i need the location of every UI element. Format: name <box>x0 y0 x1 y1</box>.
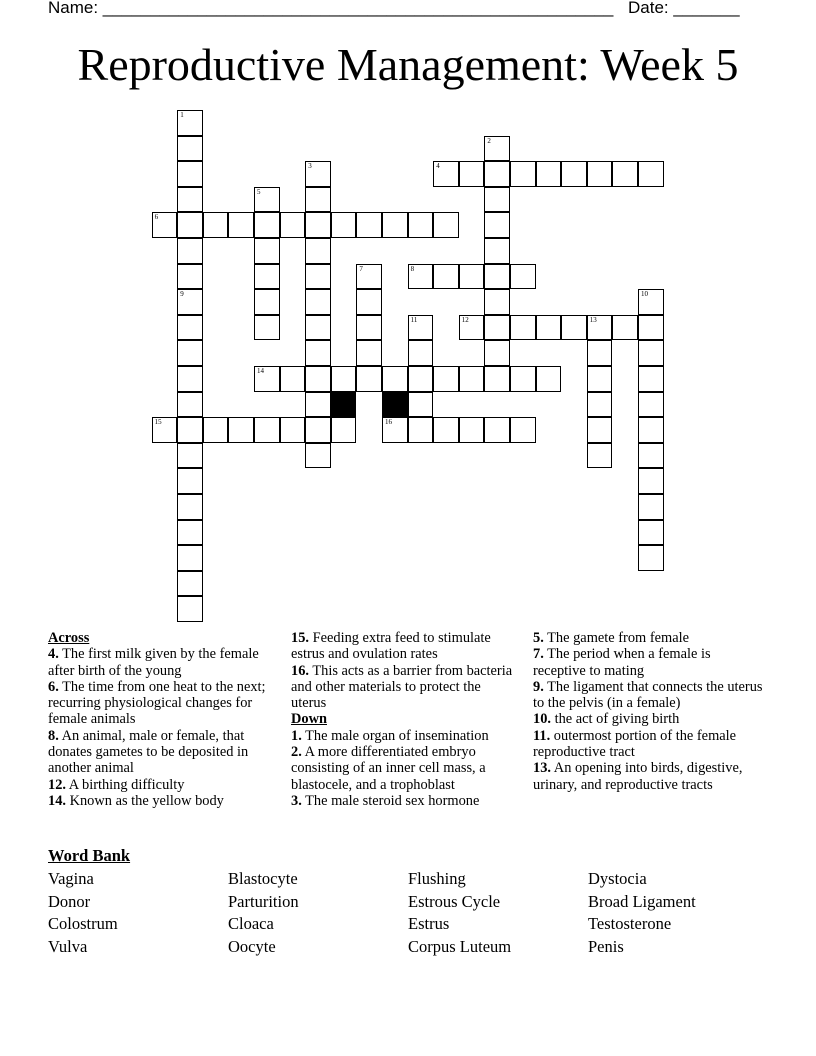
crossword-cell[interactable] <box>331 212 357 238</box>
crossword-cell[interactable] <box>152 417 178 443</box>
crossword-cell[interactable] <box>305 366 331 392</box>
crossword-cell[interactable] <box>356 289 382 315</box>
word-bank-item: Flushing <box>408 869 466 888</box>
crossword-cell[interactable] <box>536 315 562 341</box>
crossword-cell[interactable] <box>177 187 203 213</box>
clue-down-1: 1. The male organ of insemination <box>291 727 489 744</box>
clue-number: 11 <box>410 315 418 324</box>
crossword-cell[interactable] <box>408 366 434 392</box>
crossword-cell[interactable] <box>536 366 562 392</box>
crossword-cell[interactable] <box>459 417 485 443</box>
crossword-cell[interactable] <box>152 212 178 238</box>
across-heading: Across <box>48 630 90 646</box>
word-bank-item: Oocyte <box>228 937 276 957</box>
clue-down-9: 9. The ligament that connects the uterus to the pelvis (in a female) <box>533 678 763 712</box>
crossword-cell[interactable] <box>484 417 510 443</box>
crossword-cell[interactable] <box>254 238 280 264</box>
crossword-cell[interactable] <box>177 520 203 546</box>
crossword-cell[interactable] <box>612 161 638 187</box>
crossword-cell[interactable] <box>254 289 280 315</box>
word-bank-item: Vulva <box>48 937 88 957</box>
word-bank-item: Corpus Luteum <box>408 937 512 957</box>
crossword-cell[interactable] <box>638 366 664 392</box>
crossword-cell[interactable] <box>177 315 203 341</box>
clue-down-3: 3. The male steroid sex hormone <box>291 792 480 809</box>
crossword-cell[interactable] <box>203 212 229 238</box>
crossword-cell[interactable] <box>331 417 357 443</box>
crossword-cell[interactable] <box>305 212 331 238</box>
clue-across-14: 14. Known as the yellow body <box>48 792 224 809</box>
crossword-cell[interactable] <box>228 417 254 443</box>
crossword-cell[interactable] <box>203 417 229 443</box>
clue-across-6: 6. The time from one heat to the next; recurring physiological changes for female animals <box>48 678 266 728</box>
crossword-cell[interactable] <box>356 340 382 366</box>
clue-number: 3 <box>308 162 312 171</box>
crossword-cell[interactable] <box>510 315 536 341</box>
crossword-cell[interactable] <box>177 161 203 187</box>
crossword-cell[interactable] <box>587 340 613 366</box>
crossword-cell[interactable] <box>177 596 203 622</box>
clue-across-8: 8. An animal, male or female, that donates gametes to be deposited in another animal <box>48 727 249 777</box>
word-bank-item: Estrous Cycle <box>408 891 501 911</box>
clue-number: 8 <box>410 264 415 273</box>
clue-down-10: 10. the act of giving birth <box>533 711 680 728</box>
clue-down-7: 7. The period when a female is receptive to mating <box>533 646 711 679</box>
crossword-black-square <box>331 392 357 418</box>
crossword-cell[interactable] <box>433 264 459 290</box>
clue-number: 15 <box>154 418 162 427</box>
crossword-cell[interactable] <box>433 161 459 187</box>
word-bank-item: Broad Ligament <box>588 891 696 911</box>
crossword-cell[interactable] <box>356 264 382 290</box>
clue-down-11: 11. outermost portion of the female reproductive tract <box>533 727 737 761</box>
clue-number: 12 <box>461 315 469 324</box>
crossword-cell[interactable] <box>177 289 203 315</box>
crossword-cell[interactable] <box>638 392 664 418</box>
word-bank-title: Word Bank <box>48 846 131 865</box>
crossword-cell[interactable] <box>536 161 562 187</box>
crossword-cell[interactable] <box>561 315 587 341</box>
crossword-cell[interactable] <box>638 315 664 341</box>
clue-across-12: 12. A birthing difficulty <box>48 776 185 793</box>
crossword-cell[interactable] <box>484 212 510 238</box>
crossword-cell[interactable] <box>484 187 510 213</box>
clues-column-2 <box>291 630 519 809</box>
clue-number: 1 <box>180 111 184 119</box>
crossword-cell[interactable] <box>587 161 613 187</box>
crossword-cell[interactable] <box>638 417 664 443</box>
crossword-cell[interactable] <box>382 212 408 238</box>
word-bank-item: Vagina <box>48 869 94 888</box>
word-bank-column-2 <box>228 868 299 959</box>
crossword-cell[interactable] <box>305 417 331 443</box>
crossword-cell[interactable] <box>280 366 306 392</box>
crossword-cell[interactable] <box>408 392 434 418</box>
clue-down-5: 5. The gamete from female <box>533 630 689 646</box>
crossword-cell[interactable] <box>177 545 203 571</box>
crossword-cell[interactable] <box>177 468 203 494</box>
crossword-cell[interactable] <box>484 136 510 162</box>
crossword-cell[interactable] <box>254 212 280 238</box>
word-bank-column-1 <box>48 868 118 959</box>
crossword-cell[interactable] <box>587 366 613 392</box>
crossword-cell[interactable] <box>254 264 280 290</box>
word-bank-item: Estrus <box>408 914 450 934</box>
word-bank-item: Blastocyte <box>228 869 298 888</box>
clue-number: 9 <box>180 290 184 299</box>
crossword-cell[interactable] <box>459 161 485 187</box>
clue-number: 14 <box>257 367 264 375</box>
crossword-cell[interactable] <box>177 264 203 290</box>
crossword-cell[interactable] <box>177 212 203 238</box>
word-bank-item: Penis <box>588 937 624 957</box>
crossword-cell[interactable] <box>254 187 280 213</box>
clue-number: 4 <box>436 162 440 171</box>
clue-across-16: 16. This acts as a barrier from bacteria and other materials to protect the uterus <box>291 662 513 712</box>
crossword-cell[interactable] <box>305 443 331 469</box>
clue-number: 16 <box>385 418 392 427</box>
crossword-cell[interactable] <box>561 161 587 187</box>
crossword-cell[interactable] <box>305 161 331 187</box>
crossword-cell[interactable] <box>254 366 280 392</box>
crossword-cell[interactable] <box>408 340 434 366</box>
clue-down-13: 13. An opening into birds, digestive, urinary, and reproductive tracts <box>533 760 743 793</box>
crossword-cell[interactable] <box>433 212 459 238</box>
word-bank-item: Cloaca <box>228 914 274 934</box>
crossword-cell[interactable] <box>408 417 434 443</box>
word-bank-item: Donor <box>48 891 91 911</box>
crossword-cell[interactable] <box>254 417 280 443</box>
page-title: Reproductive Management: Week 5 <box>77 39 739 90</box>
crossword-cell[interactable] <box>638 340 664 366</box>
crossword-cell[interactable] <box>382 366 408 392</box>
word-bank-column-4 <box>588 868 696 959</box>
crossword-cell[interactable] <box>484 289 510 315</box>
crossword-cell[interactable] <box>510 264 536 290</box>
clue-number: 2 <box>487 136 491 145</box>
clues-column-3 <box>533 630 765 793</box>
crossword-cell[interactable] <box>177 443 203 469</box>
crossword-cell[interactable] <box>177 392 203 418</box>
crossword-cell[interactable] <box>177 571 203 597</box>
crossword-cell[interactable] <box>587 443 613 469</box>
crossword-cell[interactable] <box>459 366 485 392</box>
crossword-black-square <box>382 392 408 418</box>
crossword-cell[interactable] <box>510 366 536 392</box>
crossword-cell[interactable] <box>484 238 510 264</box>
crossword-cell[interactable] <box>638 443 664 469</box>
name-field-label: Name: ______________________________________________________ <box>48 0 614 17</box>
crossword-cell[interactable] <box>484 366 510 392</box>
word-bank-item: Colostrum <box>48 914 118 934</box>
word-bank-column-3 <box>408 868 511 959</box>
crossword-cell[interactable] <box>280 212 306 238</box>
crossword-cell[interactable] <box>484 264 510 290</box>
crossword-cell[interactable] <box>484 340 510 366</box>
crossword-cell[interactable] <box>305 187 331 213</box>
crossword-cell[interactable] <box>382 417 408 443</box>
crossword-cell[interactable] <box>305 289 331 315</box>
word-bank-item: Testosterone <box>588 914 672 934</box>
crossword-cell[interactable] <box>587 392 613 418</box>
crossword-cell[interactable] <box>177 366 203 392</box>
crossword-cell[interactable] <box>280 417 306 443</box>
clue-across-4: 4. The first milk given by the female after birth of the young <box>48 646 259 679</box>
crossword-cell[interactable] <box>408 212 434 238</box>
crossword-cell[interactable] <box>484 161 510 187</box>
clue-across-15: 15. Feeding extra feed to stimulate estrus and ovulation rates <box>291 630 491 663</box>
clue-number: 10 <box>641 290 648 299</box>
crossword-cell[interactable] <box>638 289 664 315</box>
crossword-cell[interactable] <box>254 315 280 341</box>
clue-number: 6 <box>154 213 159 222</box>
crossword-cell[interactable] <box>638 545 664 571</box>
date-field-label: Date: _______ <box>628 0 740 17</box>
crossword-cell[interactable] <box>459 315 485 341</box>
crossword-cell[interactable] <box>305 264 331 290</box>
crossword-cell[interactable] <box>177 340 203 366</box>
crossword-cell[interactable] <box>638 520 664 546</box>
clue-number: 13 <box>589 315 597 324</box>
crossword-cell[interactable] <box>510 161 536 187</box>
clue-number: 7 <box>359 264 363 273</box>
crossword-cell[interactable] <box>177 417 203 443</box>
crossword-cell[interactable] <box>305 238 331 264</box>
clue-number: 5 <box>257 187 261 196</box>
crossword-cell[interactable] <box>177 110 203 136</box>
down-heading: Down <box>291 711 327 728</box>
crossword-cell[interactable] <box>433 366 459 392</box>
word-bank-item: Parturition <box>228 891 299 911</box>
crossword-cell[interactable] <box>305 392 331 418</box>
word-bank-item: Dystocia <box>588 869 647 888</box>
crossword-cell[interactable] <box>408 315 434 341</box>
crossword-cell[interactable] <box>331 366 357 392</box>
clue-down-2: 2. A more differentiated embryo consisting of an inner cell mass, a blastocele, and a trophoblast <box>291 744 486 793</box>
crossword-cell[interactable] <box>638 468 664 494</box>
crossword-cell[interactable] <box>356 366 382 392</box>
crossword-cell[interactable] <box>638 494 664 520</box>
crossword-cell[interactable] <box>587 417 613 443</box>
crossword-cell[interactable] <box>433 417 459 443</box>
crossword-cell[interactable] <box>638 161 664 187</box>
crossword-cell[interactable] <box>177 136 203 162</box>
crossword-cell[interactable] <box>587 315 613 341</box>
crossword-cell[interactable] <box>228 212 254 238</box>
crossword-cell[interactable] <box>510 417 536 443</box>
crossword-cell[interactable] <box>408 264 434 290</box>
crossword-cell[interactable] <box>484 315 510 341</box>
crossword-cell[interactable] <box>356 315 382 341</box>
crossword-cell[interactable] <box>459 264 485 290</box>
crossword-cell[interactable] <box>305 315 331 341</box>
crossword-cell[interactable] <box>612 315 638 341</box>
crossword-cell[interactable] <box>177 238 203 264</box>
crossword-cell[interactable] <box>177 494 203 520</box>
crossword-cell[interactable] <box>305 340 331 366</box>
clues-column-1 <box>48 630 280 809</box>
crossword-cell[interactable] <box>356 212 382 238</box>
